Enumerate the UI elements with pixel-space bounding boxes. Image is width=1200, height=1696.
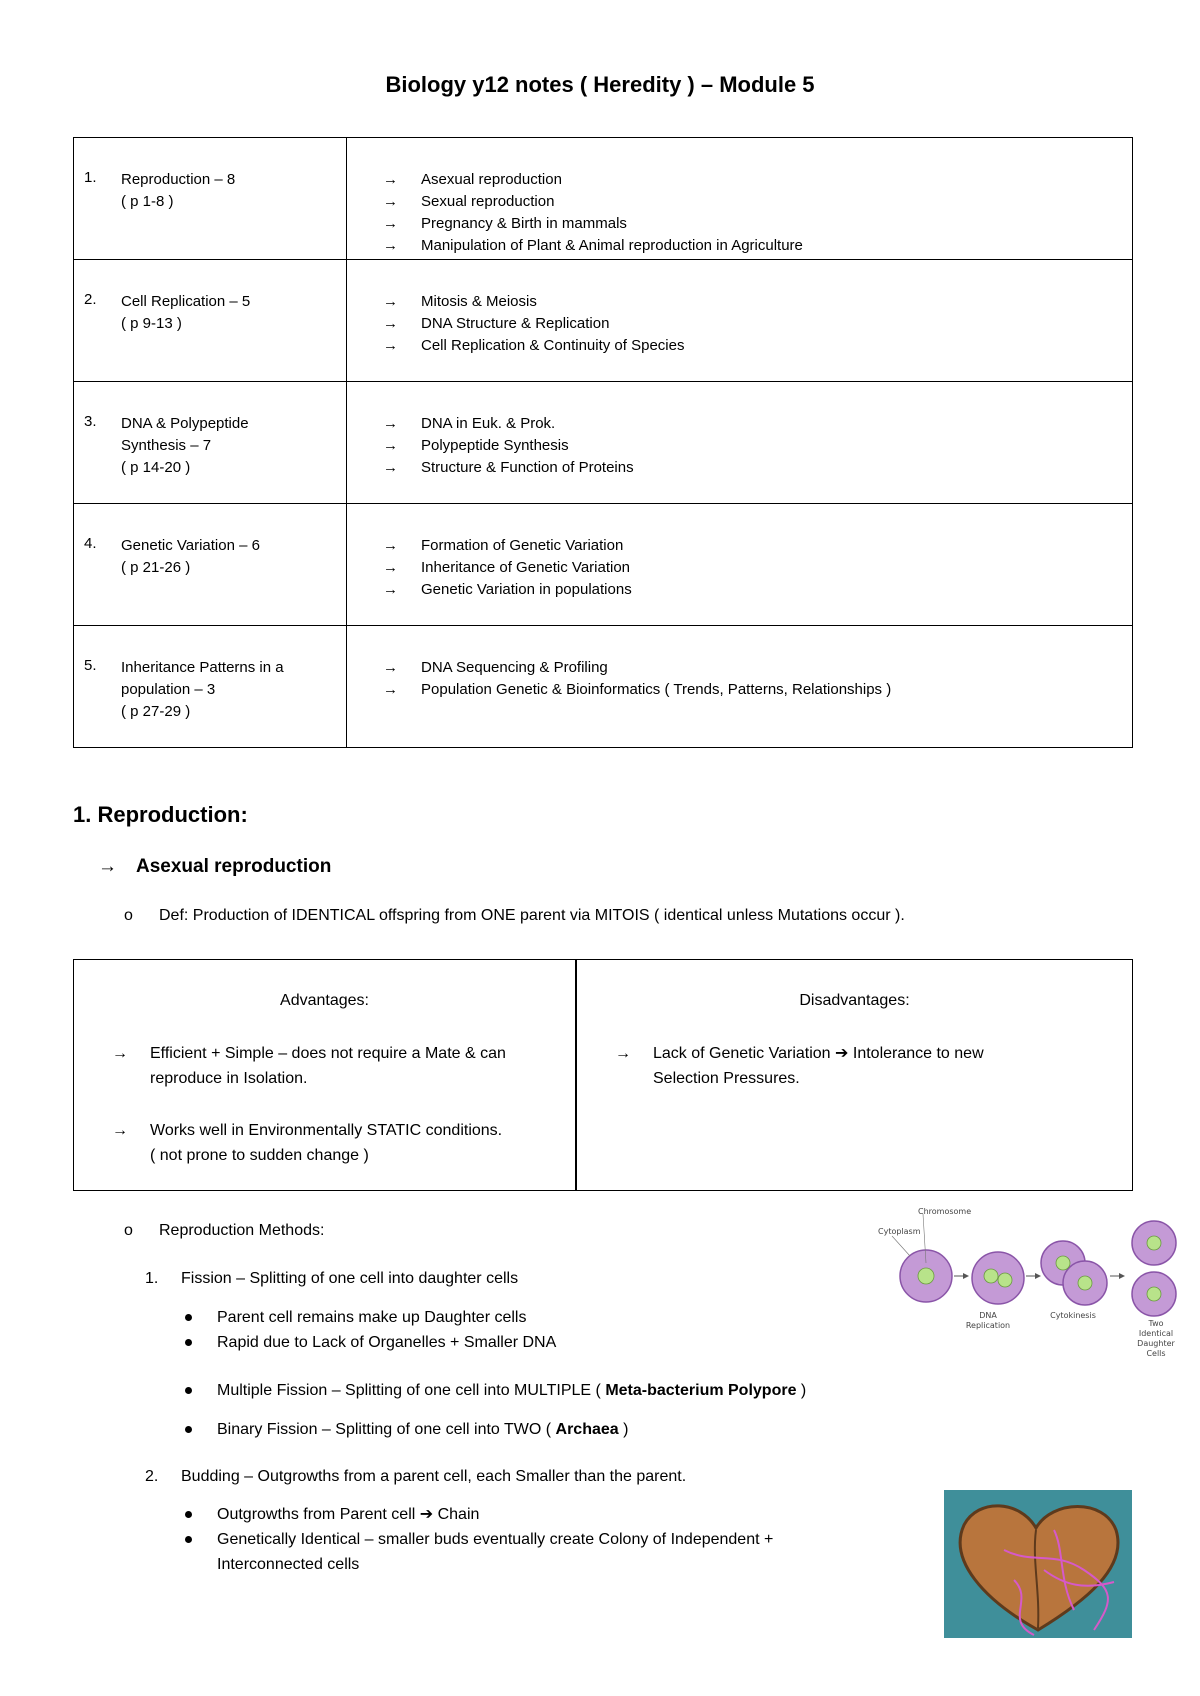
advantage-line: reproduce in Isolation.: [150, 1070, 308, 1087]
subtopic-item: [383, 679, 891, 701]
subtopic-text: Population Genetic & Bioinformatics ( Trends, Patterns, Relationships ): [421, 681, 892, 698]
subtopic-text: Manipulation of Plant & Animal reproduction in Agriculture: [421, 237, 803, 254]
topic-title-line: ( p 9-13 ): [121, 315, 182, 332]
topic-title-line: Synthesis – 7: [121, 437, 212, 454]
diagram-label: Replication: [965, 1321, 1011, 1330]
diagram-parent-cell: [900, 1250, 952, 1302]
topic-title-line: ( p 21-26 ): [121, 559, 191, 576]
subtopic-item: [383, 291, 684, 313]
disadvantages-heading: Disadvantages:: [799, 992, 910, 1009]
subtopic-text: Pregnancy & Birth in mammals: [421, 215, 627, 232]
circle-bullet-icon: o: [124, 1222, 133, 1239]
nucleus-shape: [918, 1268, 934, 1284]
subtopic-item: [383, 579, 632, 601]
diagram-daughter-cells: [1132, 1221, 1176, 1316]
subtopic-item: [383, 313, 684, 335]
arrow-icon: →: [383, 437, 398, 454]
subtopics-cell: [347, 382, 1133, 504]
topics-table: [73, 137, 1133, 748]
arrow-icon: →: [383, 559, 398, 576]
subtopic-item: [383, 557, 632, 579]
diagram-label: Identical: [1138, 1329, 1174, 1338]
page-title: Biology y12 notes ( Heredity ) – Module 5: [385, 72, 815, 97]
subtopic-text: DNA in Euk. & Prok.: [421, 415, 556, 432]
disadvantage-line: Lack of Genetic Variation ➔ Intolerance to new: [653, 1045, 984, 1062]
arrow-icon: →: [383, 659, 398, 676]
topic-title-line: ( p 1-8 ): [121, 193, 174, 210]
arrow-icon: →: [383, 459, 398, 476]
bullet-dot-icon: [185, 1314, 192, 1321]
subtopic-item: [383, 169, 803, 191]
topic-cell: [74, 382, 347, 504]
advantage-line: ( not prone to sudden change ): [150, 1147, 369, 1164]
definition-text: Def: Production of IDENTICAL offspring from ONE parent via MITOIS ( identical unless Mutations occur ).: [159, 907, 905, 924]
fission-diagram: [878, 1208, 1188, 1378]
topic-title-line: Cell Replication – 5: [121, 293, 251, 310]
advantages-heading: Advantages:: [280, 992, 369, 1009]
nucleus-shape: [1147, 1287, 1161, 1301]
subtopic-text: Sexual reproduction: [421, 193, 555, 210]
budding-point-text: Outgrowths from Parent cell ➔ Chain: [217, 1506, 480, 1523]
arrow-icon: →: [383, 681, 398, 698]
topic-row: [74, 260, 1133, 382]
diagram-label: Two: [1148, 1319, 1164, 1328]
subtopic-text: Cell Replication & Continuity of Species: [421, 337, 685, 354]
arrow-icon: →: [383, 537, 398, 554]
budding-point-text: Interconnected cells: [217, 1556, 360, 1573]
multiple-fission-text: Multiple Fission – Splitting of one cell into MULTIPLE (: [217, 1382, 606, 1399]
arrow-icon: →: [98, 856, 117, 877]
diagram-label: Daughter: [1137, 1339, 1175, 1348]
binary-fission-text: Binary Fission – Splitting of one cell into TWO (: [217, 1421, 556, 1438]
binary-fission-example: Archaea: [555, 1421, 619, 1438]
nucleus-shape: [998, 1273, 1012, 1287]
arrow-icon: →: [383, 315, 398, 332]
fission-point-text: Rapid due to Lack of Organelles + Smaller DNA: [217, 1334, 557, 1351]
arrow-icon: →: [383, 171, 398, 188]
disadvantages-column: [577, 960, 1132, 1190]
binary-fission-close: ): [618, 1421, 629, 1438]
topic-title-line: ( p 14-20 ): [121, 459, 191, 476]
methods-label: Reproduction Methods:: [159, 1222, 325, 1239]
bullet-dot-icon: [185, 1339, 192, 1346]
subtopic-item: [383, 457, 634, 479]
subtopic-text: Asexual reproduction: [421, 171, 562, 188]
bullet-dot-icon: [185, 1536, 192, 1543]
multiple-fission-example: Meta-bacterium Polypore: [605, 1382, 797, 1399]
advantage-line: Works well in Environmentally STATIC conditions.: [150, 1122, 503, 1139]
subtopics-cell: [347, 504, 1133, 626]
topic-number: 2.: [84, 291, 97, 308]
topic-title-line: Reproduction – 8: [121, 171, 236, 188]
bullet-dot-icon: [185, 1387, 192, 1394]
circle-bullet-icon: o: [124, 907, 133, 924]
diagram-dividing-cell: [1041, 1241, 1107, 1305]
topic-row: [74, 504, 1133, 626]
subtopic-text: Formation of Genetic Variation: [421, 537, 624, 554]
subtopic-item: [383, 213, 803, 235]
subtopic-item: [383, 435, 634, 457]
topic-cell: [74, 504, 347, 626]
multiple-fission-close: ): [796, 1382, 807, 1399]
arrow-icon: →: [383, 293, 398, 310]
subheading-asexual: [98, 856, 331, 878]
arrow-icon: →: [383, 193, 398, 210]
subtopic-list: [383, 535, 632, 601]
arrow-icon: →: [383, 337, 398, 354]
fission-text: Fission – Splitting of one cell into daughter cells: [181, 1270, 519, 1287]
diagram-label: Cytoplasm: [878, 1227, 921, 1236]
topic-title-line: Genetic Variation – 6: [121, 537, 260, 554]
subtopic-text: Structure & Function of Proteins: [421, 459, 634, 476]
subtopic-item: [383, 235, 803, 257]
subtopics-cell: [347, 626, 1133, 748]
bullet-dot-icon: [185, 1426, 192, 1433]
subtopic-text: Polypeptide Synthesis: [421, 437, 569, 454]
item-number: 2.: [145, 1468, 159, 1485]
topic-row: [74, 626, 1133, 748]
subtopic-list: [383, 413, 634, 479]
subheading-asexual-text: Asexual reproduction: [136, 856, 332, 877]
section-heading-reproduction: 1. Reproduction:: [73, 802, 248, 827]
advantage-line: Efficient + Simple – does not require a Mate & can: [150, 1045, 506, 1062]
arrow-icon: →: [112, 1045, 128, 1062]
arrow-icon: →: [383, 237, 398, 254]
budding-text: Budding – Outgrowths from a parent cell, each Smaller than the parent.: [181, 1468, 687, 1485]
subtopic-item: [383, 413, 634, 435]
nucleus-shape: [1056, 1256, 1070, 1270]
subtopic-item: [383, 191, 803, 213]
topic-cell: [74, 260, 347, 382]
topic-cell: [74, 138, 347, 260]
nucleus-shape: [984, 1269, 998, 1283]
topic-title-line: DNA & Polypeptide: [121, 415, 249, 432]
topic-cell: [74, 626, 347, 748]
subtopic-list: [383, 657, 891, 701]
subtopic-text: Inheritance of Genetic Variation: [421, 559, 631, 576]
diagram-label: Chromosome: [918, 1208, 972, 1216]
topic-number: 5.: [84, 657, 97, 674]
subtopic-text: DNA Sequencing & Profiling: [421, 659, 608, 676]
bullet-dot-icon: [185, 1511, 192, 1518]
subtopic-text: Mitosis & Meiosis: [421, 293, 537, 310]
subtopic-item: [383, 335, 684, 357]
advantages-column: [74, 960, 575, 1190]
arrow-icon: →: [615, 1045, 631, 1062]
topic-title-line: population – 3: [121, 681, 216, 698]
subtopic-item: [383, 535, 632, 557]
subtopic-item: [383, 657, 891, 679]
disadvantage-line: Selection Pressures.: [653, 1070, 800, 1087]
subtopic-list: [383, 169, 803, 257]
item-number: 1.: [145, 1270, 159, 1287]
subtopics-cell: [347, 138, 1133, 260]
subtopic-text: Genetic Variation in populations: [421, 581, 632, 598]
subtopic-list: [383, 291, 684, 357]
diagram-label: DNA: [979, 1311, 997, 1320]
nucleus-shape: [1078, 1276, 1092, 1290]
advantages-table: [73, 959, 1133, 1191]
diagram-label: Cytokinesis: [1050, 1311, 1096, 1320]
subtopic-text: DNA Structure & Replication: [421, 315, 610, 332]
arrow-icon: →: [383, 215, 398, 232]
arrow-icon: →: [112, 1122, 128, 1139]
fission-point-text: Parent cell remains make up Daughter cells: [217, 1309, 527, 1326]
topic-number: 3.: [84, 413, 97, 430]
arrow-icon: →: [383, 415, 398, 432]
topic-number: 1.: [84, 169, 97, 186]
nucleus-shape: [1147, 1236, 1161, 1250]
topic-number: 4.: [84, 535, 97, 552]
topic-row: [74, 382, 1133, 504]
subtopics-cell: [347, 260, 1133, 382]
diagram-label: Cells: [1146, 1349, 1166, 1358]
arrow-icon: →: [383, 581, 398, 598]
budding-point-text: Genetically Identical – smaller buds eventually create Colony of Independent +: [217, 1531, 774, 1548]
topic-title-line: Inheritance Patterns in a: [121, 659, 284, 676]
topic-row: [74, 138, 1133, 260]
budding-micrograph-image: [944, 1490, 1132, 1638]
topic-title-line: ( p 27-29 ): [121, 703, 191, 720]
diagram-replicating-cell: [972, 1252, 1024, 1304]
